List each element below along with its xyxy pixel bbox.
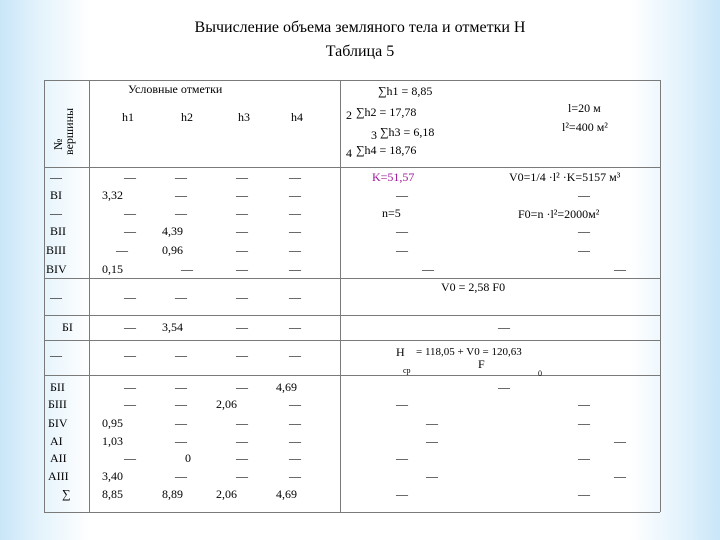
h-formula: = 118,05 + V0 = 120,63 — [416, 346, 522, 358]
h2-cell: — — [175, 206, 187, 220]
h2-cell: — — [175, 416, 187, 430]
dash-cell: — — [578, 224, 590, 238]
h1-cell: — — [116, 243, 128, 257]
vertex-label-line1: № — [51, 138, 65, 150]
sum-h1: ∑h1 = 8,85 — [378, 84, 433, 98]
l2-value: l²=400 м² — [562, 120, 608, 134]
dash-cell: — — [578, 243, 590, 257]
dash-cell: — — [578, 487, 590, 501]
n-value: n=5 — [382, 206, 401, 220]
h2-cell: 4,39 — [162, 224, 183, 238]
sum-h2: ∑h2 = 17,78 — [356, 105, 417, 119]
dash-cell: — — [426, 416, 438, 430]
dash-cell: — — [614, 262, 626, 276]
h1-cell: — — [124, 170, 136, 184]
f-subscript: 0 — [538, 369, 542, 378]
f-label: F — [478, 357, 485, 371]
h2-cell: 3,54 — [162, 320, 183, 334]
h2-cell: — — [175, 170, 187, 184]
dash-cell: — — [396, 397, 408, 411]
h3-cell: — — [236, 451, 248, 465]
h4-cell: — — [289, 188, 301, 202]
h3-cell: — — [236, 243, 248, 257]
sum-h2-prefix: 2 — [346, 108, 352, 122]
h4-cell: — — [289, 206, 301, 220]
h1-cell: — — [124, 348, 136, 362]
h3-cell: — — [236, 224, 248, 238]
col-h2: h2 — [181, 110, 193, 124]
h3-cell: — — [236, 320, 248, 334]
dash-cell: — — [614, 469, 626, 483]
h1-cell: 1,03 — [102, 434, 123, 448]
h1-cell: 3,40 — [102, 469, 123, 483]
dash-cell: — — [396, 188, 408, 202]
vertex-cell: BI — [50, 188, 62, 202]
h2-cell: — — [175, 469, 187, 483]
h3-cell: — — [236, 469, 248, 483]
h2-cell: 0,96 — [162, 243, 183, 257]
dash-cell: — — [578, 451, 590, 465]
vertex-cell: БII — [50, 380, 65, 394]
vertex-cell: BII — [50, 224, 66, 238]
h3-cell: — — [236, 380, 248, 394]
dash-cell: — — [396, 451, 408, 465]
h2-cell: 0 — [185, 451, 191, 465]
h1-cell: — — [124, 206, 136, 220]
h2-cell: 8,89 — [162, 487, 183, 501]
h3-cell: — — [236, 290, 248, 304]
h4-cell: — — [289, 397, 301, 411]
h3-cell: — — [236, 188, 248, 202]
h2-cell: — — [181, 262, 193, 276]
h1-cell: — — [124, 380, 136, 394]
h1-cell: — — [124, 224, 136, 238]
h2-cell: — — [175, 434, 187, 448]
sum-h4-prefix: 4 — [346, 146, 352, 160]
h3-cell: — — [236, 262, 248, 276]
h4-cell: — — [289, 469, 301, 483]
table-caption: Таблица 5 — [325, 43, 395, 60]
vertex-cell: — — [50, 170, 62, 184]
h3-cell: — — [236, 206, 248, 220]
sum-h4: ∑h4 = 18,76 — [356, 143, 417, 157]
dash-cell: — — [578, 416, 590, 430]
h4-cell: — — [289, 348, 301, 362]
sum-h3-prefix: 3 — [371, 128, 377, 142]
h1-cell: — — [124, 320, 136, 334]
k-value: K=51,57 — [372, 170, 415, 184]
sum-h3: ∑h3 = 6,18 — [380, 125, 435, 139]
dash-cell: — — [498, 380, 510, 394]
h1-cell: — — [124, 451, 136, 465]
h-subscript: ср — [403, 366, 411, 375]
l-value: l=20 м — [568, 101, 601, 115]
dash-cell: — — [498, 320, 510, 334]
vertex-cell: БIV — [48, 416, 68, 430]
h1-cell: 3,32 — [102, 188, 123, 202]
h4-cell: — — [289, 290, 301, 304]
h3-cell: 2,06 — [216, 397, 237, 411]
vertex-label-line2: вершины — [62, 107, 76, 155]
v0-formula: V0=1/4 ·l² ·K=5157 м³ — [509, 170, 621, 184]
h1-cell: 8,85 — [102, 487, 123, 501]
vertex-cell: БIII — [48, 397, 67, 411]
h2-cell: — — [175, 290, 187, 304]
vertex-cell: BIV — [46, 262, 67, 276]
h1-cell: — — [124, 397, 136, 411]
vertex-cell: — — [50, 206, 62, 220]
h3-cell: — — [236, 170, 248, 184]
vertex-cell: — — [50, 348, 62, 362]
dash-cell: — — [614, 434, 626, 448]
f0-formula: F0=n ·l²=2000м² — [518, 207, 600, 221]
h4-cell: — — [289, 416, 301, 430]
h2-cell: — — [175, 397, 187, 411]
h3-cell: — — [236, 416, 248, 430]
vertex-cell: AII — [50, 451, 67, 465]
h1-cell: 0,95 — [102, 416, 123, 430]
h4-cell: — — [289, 243, 301, 257]
dash-cell: — — [578, 188, 590, 202]
dash-cell: — — [426, 434, 438, 448]
vh-formula: V0 = 2,58 F0 — [441, 280, 506, 294]
h4-cell: — — [289, 434, 301, 448]
col-h3: h3 — [238, 110, 250, 124]
vertex-cell: BIII — [46, 243, 66, 257]
h1-cell: — — [124, 290, 136, 304]
h2-cell: — — [175, 348, 187, 362]
h4-cell: — — [289, 320, 301, 334]
h2-cell: — — [175, 188, 187, 202]
dash-cell: — — [396, 487, 408, 501]
page-title: Вычисление объема земляного тела и отметки Н — [194, 19, 526, 36]
h-label: H — [396, 345, 405, 359]
h2-cell: — — [175, 380, 187, 394]
col-h1: h1 — [122, 110, 134, 124]
vertex-cell: AIII — [48, 469, 69, 483]
vertex-cell: БI — [62, 320, 73, 334]
dash-cell: — — [396, 243, 408, 257]
col-h4: h4 — [291, 110, 303, 124]
h4-cell: 4,69 — [276, 487, 297, 501]
h4-cell: 4,69 — [276, 380, 297, 394]
h4-cell: — — [289, 170, 301, 184]
dash-cell: — — [578, 397, 590, 411]
dash-cell: — — [426, 469, 438, 483]
h4-cell: — — [289, 224, 301, 238]
h1-cell: 0,15 — [102, 262, 123, 276]
vertex-cell: ∑ — [62, 487, 71, 501]
h4-cell: — — [289, 262, 301, 276]
vertex-cell: — — [50, 290, 62, 304]
h3-cell: 2,06 — [216, 487, 237, 501]
h4-cell: — — [289, 451, 301, 465]
h3-cell: — — [236, 434, 248, 448]
h3-cell: — — [236, 348, 248, 362]
dash-cell: — — [422, 262, 434, 276]
dash-cell: — — [396, 224, 408, 238]
group-label: Условные отметки — [128, 82, 223, 96]
vertex-cell: AI — [50, 434, 63, 448]
